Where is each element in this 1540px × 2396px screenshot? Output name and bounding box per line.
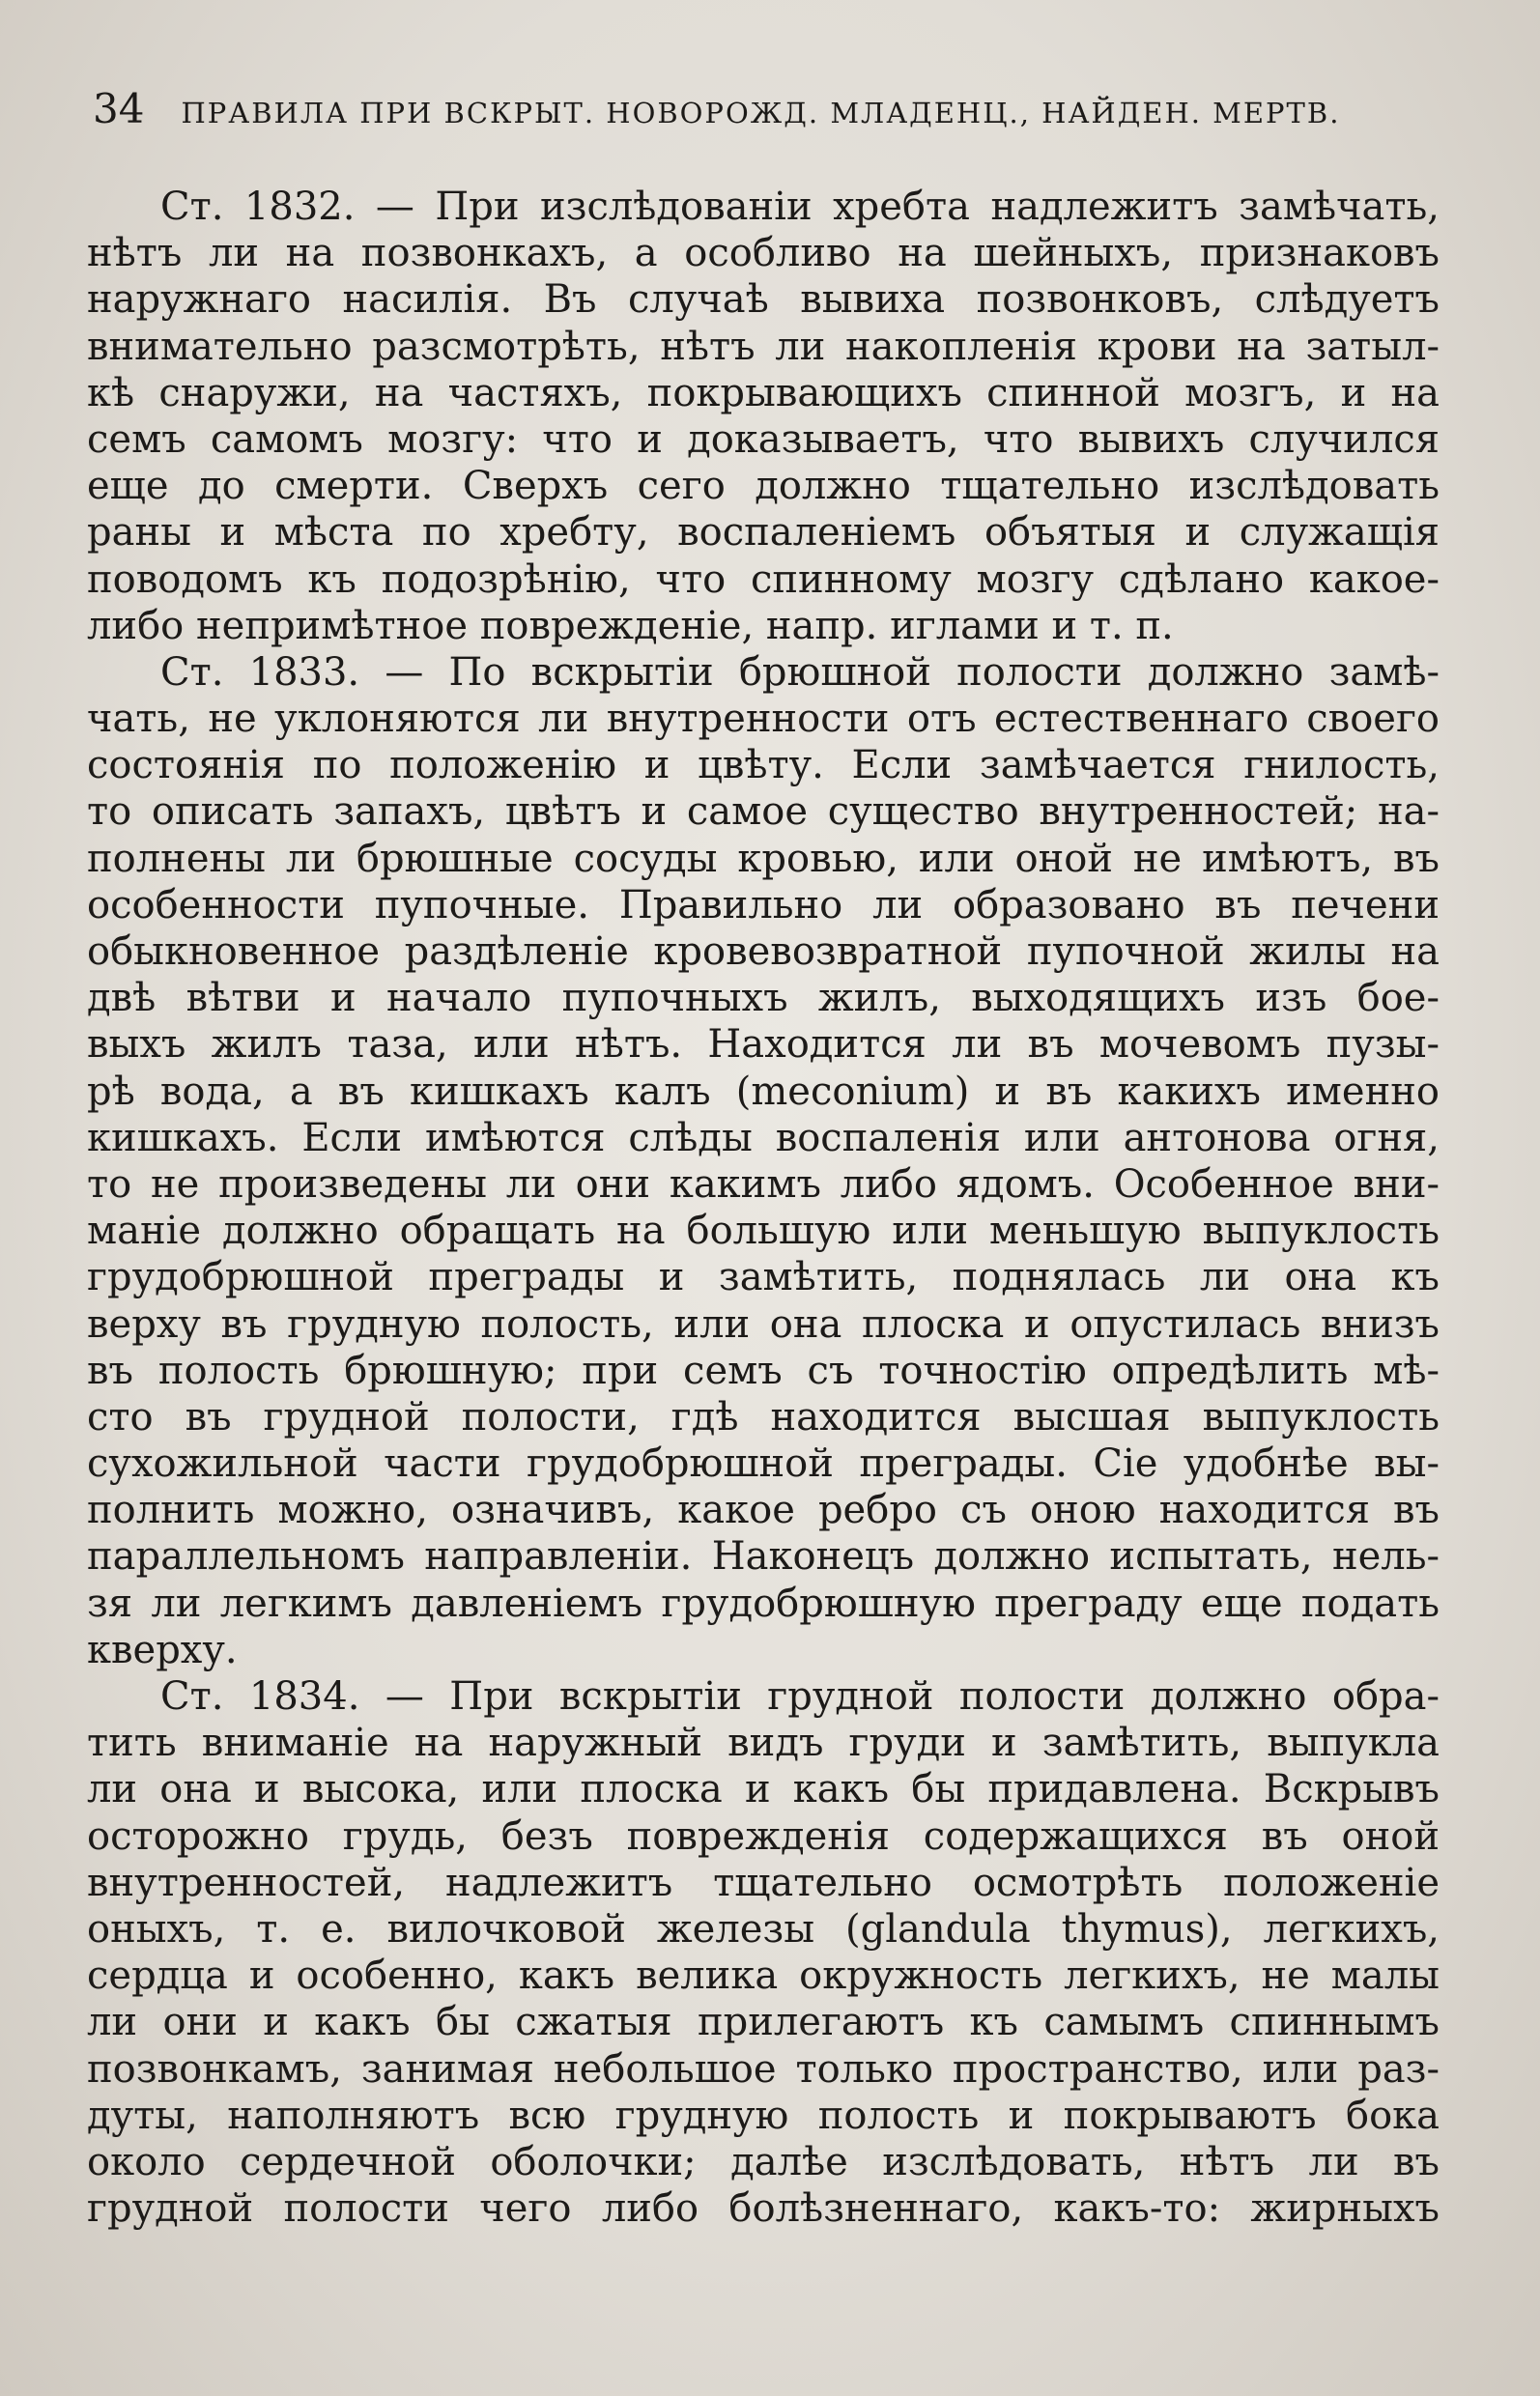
text-line: въ полость брюшную; при семъ съ точностію опредѣлить мѣ- bbox=[87, 1348, 1440, 1393]
article-1833 bbox=[87, 649, 1440, 1673]
text-line: оныхъ, т. е. вилочковой железы (glandula thymus), легкихъ, bbox=[87, 1906, 1440, 1952]
text-line: обыкновенное раздѣленіе кровевозвратной пупочной жилы на bbox=[87, 929, 1440, 974]
text-line: наружнаго насилія. Въ случаѣ вывиха позвонковъ, слѣдуетъ bbox=[87, 277, 1440, 323]
text-line: еще до смерти. Сверхъ сего должно тщательно изслѣдовать bbox=[87, 464, 1440, 509]
text-line: верху въ грудную полость, или она плоска и опустилась внизъ bbox=[87, 1301, 1440, 1347]
text-line: выхъ жилъ таза, или нѣтъ. Находится ли въ мочевомъ пузы- bbox=[87, 1022, 1440, 1068]
text-line: нѣтъ ли на позвонкахъ, а особливо на шейныхъ, признаковъ bbox=[87, 231, 1440, 276]
text-line: сто въ грудной полости, гдѣ находится высшая выпуклость bbox=[87, 1394, 1440, 1440]
text-line: особенности пупочные. Правильно ли образовано въ печени bbox=[87, 882, 1440, 927]
text-line: зя ли легкимъ давленіемъ грудобрюшную преграду еще подать bbox=[87, 1581, 1440, 1626]
text-line: рѣ вода, а въ кишкахъ калъ (meconium) и въ какихъ именно bbox=[87, 1069, 1440, 1114]
text-line: грудной полости чего либо болѣзненнаго, какъ-то: жирныхъ bbox=[87, 2186, 1440, 2232]
text-line: около сердечной оболочки; далѣе изслѣдовать, нѣтъ ли въ bbox=[87, 2139, 1440, 2184]
text-line: Ст. 1834. — При вскрытіи грудной полости должно обра- bbox=[160, 1674, 1440, 1719]
text-line: двѣ вѣтви и начало пупочныхъ жилъ, выходящихъ изъ бое- bbox=[87, 976, 1440, 1021]
text-line: полнены ли брюшные сосуды кровью, или оной не имѣютъ, въ bbox=[87, 836, 1440, 881]
text-line: дуты, наполняютъ всю грудную полость и покрываютъ бока bbox=[87, 2093, 1440, 2138]
text-line: позвонкамъ, занимая небольшое только пространство, или раз- bbox=[87, 2046, 1440, 2092]
text-line: осторожно грудь, безъ поврежденія содержащихся въ оной bbox=[87, 1813, 1440, 1859]
text-line: раны и мѣста по хребту, воспаленіемъ объятыя и служащія bbox=[87, 510, 1440, 556]
text-body bbox=[87, 184, 1440, 2232]
text-line: семъ самомъ мозгу: что и доказываетъ, что вывихъ случился bbox=[87, 416, 1440, 462]
running-head bbox=[93, 85, 1395, 143]
page-number: 34 bbox=[93, 85, 145, 132]
text-line: состоянія по положенію и цвѣту. Если замѣчается гнилость, bbox=[87, 743, 1440, 788]
text-line: тить вниманіе на наружный видъ груди и замѣтить, выпукла bbox=[87, 1721, 1440, 1766]
text-line: параллельномъ направленіи. Наконецъ должно испытать, нель- bbox=[87, 1534, 1440, 1580]
text-line: чать, не уклоняются ли внутренности отъ естественнаго своего bbox=[87, 697, 1440, 742]
text-line: ли она и высока, или плоска и какъ бы придавлена. Вскрывъ bbox=[87, 1767, 1440, 1812]
text-line: грудобрюшной преграды и замѣтить, поднялась ли она къ bbox=[87, 1255, 1440, 1300]
text-line: кѣ снаружи, на частяхъ, покрывающихъ спинной мозгъ, и на bbox=[87, 370, 1440, 415]
article-1832 bbox=[87, 184, 1440, 649]
text-line: кверху. bbox=[87, 1627, 238, 1672]
text-line: сердца и особенно, какъ велика окружность легкихъ, не малы bbox=[87, 1954, 1440, 1999]
text-line: Ст. 1832. — При изслѣдованіи хребта надлежитъ замѣчать, bbox=[160, 185, 1440, 229]
running-title: ПРАВИЛА ПРИ ВСКРЫТ. НОВОРОЖД. МЛАДЕНЦ., НАЙДЕН. МЕРТВ. bbox=[181, 97, 1341, 129]
article-1834 bbox=[87, 1673, 1440, 2232]
text-line: поводомъ къ подозрѣнію, что спинному мозгу сдѣлано какое- bbox=[87, 556, 1440, 602]
text-line: то не произведены ли они какимъ либо ядомъ. Особенное вни- bbox=[87, 1161, 1440, 1207]
text-line: либо непримѣтное поврежденіе, напр. иглами и т. п. bbox=[87, 603, 1174, 648]
text-line: полнить можно, означивъ, какое ребро съ оною находится въ bbox=[87, 1488, 1440, 1533]
text-line: маніе должно обращать на большую или меньшую выпуклость bbox=[87, 1209, 1440, 1254]
text-line: ли они и какъ бы сжатыя прилегаютъ къ самымъ спиннымъ bbox=[87, 2000, 1440, 2045]
text-line: сухожильной части грудобрюшной преграды. Сіе удобнѣе вы- bbox=[87, 1441, 1440, 1487]
text-line: кишкахъ. Если имѣются слѣды воспаленія или антонова огня, bbox=[87, 1115, 1440, 1160]
text-line: внимательно разсмотрѣть, нѣтъ ли накопленія крови на затыл- bbox=[87, 324, 1440, 369]
text-line: Ст. 1833. — По вскрытіи брюшной полости должно замѣ- bbox=[160, 649, 1440, 695]
text-line: то описать запахъ, цвѣтъ и самое существо внутренностей; на- bbox=[87, 789, 1440, 835]
text-line: внутренностей, надлежитъ тщательно осмотрѣть положеніе bbox=[87, 1860, 1440, 1905]
